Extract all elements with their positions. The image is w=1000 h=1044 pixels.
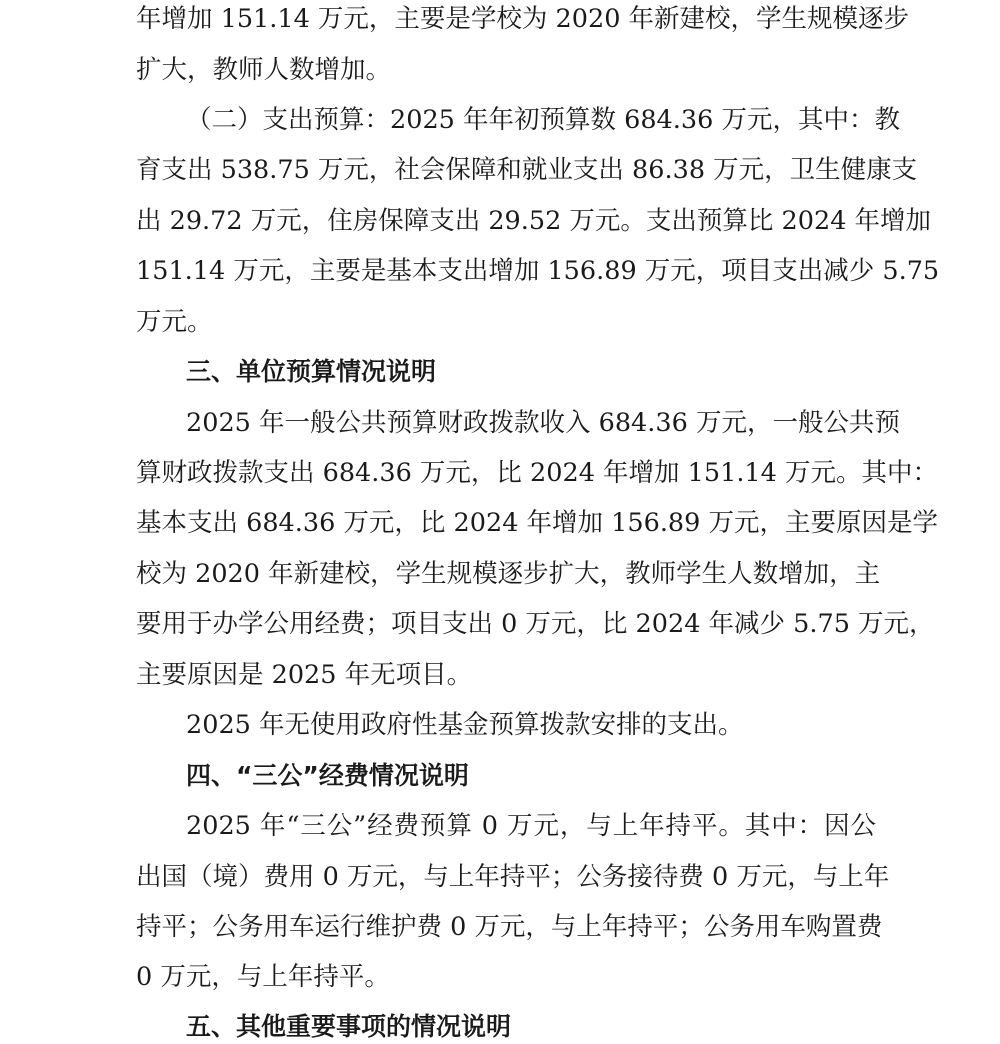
body-text-line: 要用于办学公用经费；项目支出 0 万元，比 2024 年减少 5.75 万元， (136, 609, 935, 639)
body-text-line: 主要原因是 2025 年无项目。 (136, 660, 473, 690)
body-text-line: 算财政拨款支出 684.36 万元，比 2024 年增加 151.14 万元。其中： (136, 458, 938, 488)
body-text-line: 151.14 万元，主要是基本支出增加 156.89 万元，项目支出减少 5.75 (136, 256, 940, 286)
body-text-line: 扩大，教师人数增加。 (136, 55, 392, 85)
body-text-line: 出 29.72 万元，住房保障支出 29.52 万元。支出预算比 2024 年增加 (136, 206, 932, 236)
body-text-line: 出国（境）费用 0 万元，与上年持平；公务接待费 0 万元，与上年 (136, 862, 890, 892)
paragraph-three-public-expenses: 2025 年“三公”经费预算 0 万元，与上年持平。其中：因公 (186, 811, 876, 841)
section-heading-unit-budget: 三、单位预算情况说明 (186, 357, 437, 386)
body-text-line: 基本支出 684.36 万元，比 2024 年增加 156.89 万元，主要原因是学 (136, 508, 938, 538)
paragraph-government-fund: 2025 年无使用政府性基金预算拨款安排的支出。 (186, 710, 744, 740)
body-text-line: 育支出 538.75 万元，社会保障和就业支出 86.38 万元，卫生健康支 (136, 155, 918, 185)
body-text-line: 0 万元，与上年持平。 (136, 962, 390, 992)
body-text-line: 年增加 151.14 万元，主要是学校为 2020 年新建校，学生规模逐步 (136, 4, 910, 34)
section-heading-other-matters: 五、其他重要事项的情况说明 (186, 1012, 512, 1041)
body-text-line: 持平；公务用车运行维护费 0 万元，与上年持平；公务用车购置费 (136, 912, 883, 942)
body-text-line: 校为 2020 年新建校，学生规模逐步扩大，教师学生人数增加，主 (136, 559, 881, 589)
body-text-line: 万元。 (136, 307, 213, 337)
paragraph-unit-budget: 2025 年一般公共预算财政拨款收入 684.36 万元，一般公共预 (186, 408, 900, 438)
section-heading-three-public-expenses: 四、“三公”经费情况说明 (186, 761, 469, 790)
paragraph-expenditure-budget: （二）支出预算：2025 年年初预算数 684.36 万元，其中：教 (186, 105, 900, 135)
